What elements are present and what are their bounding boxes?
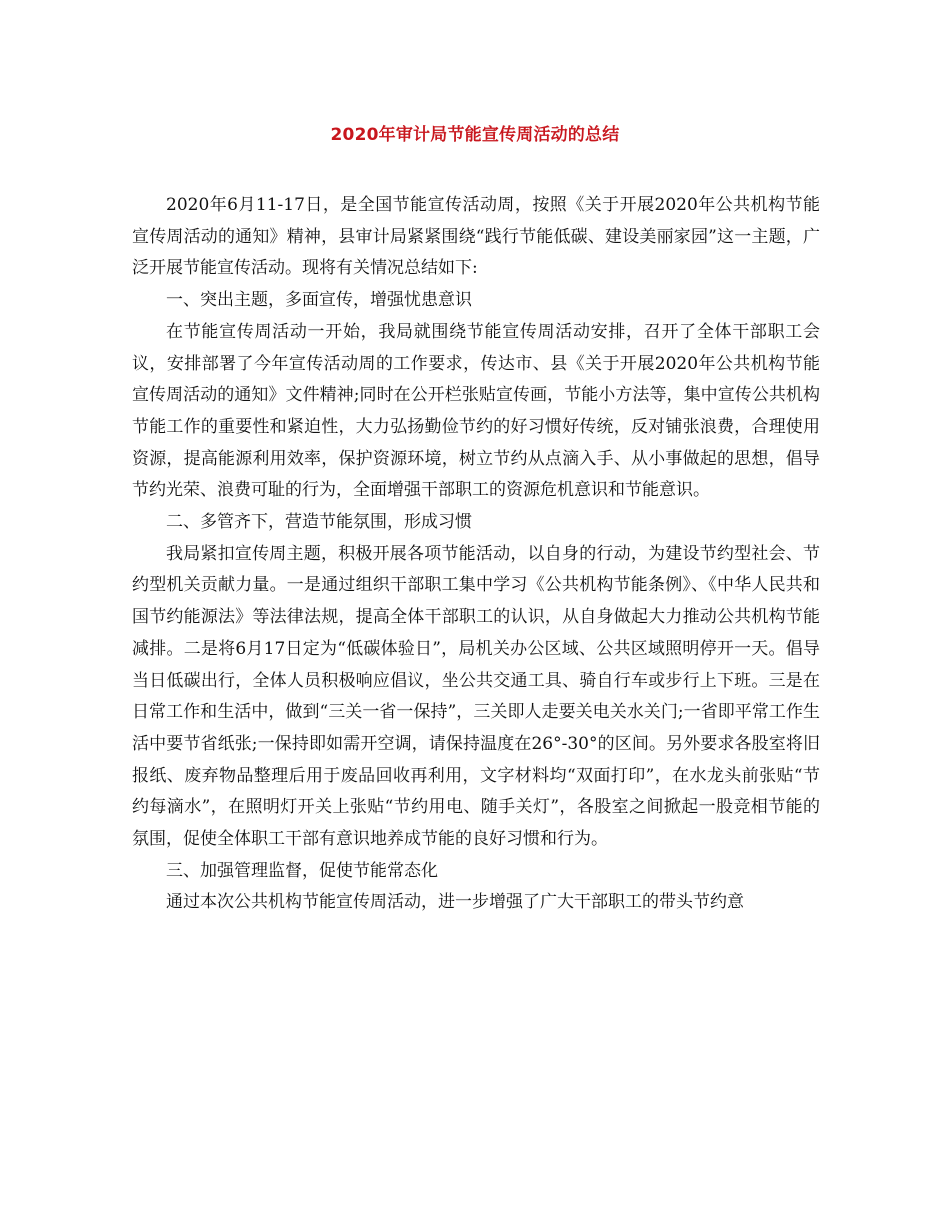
paragraph-section-1: 在节能宣传周活动一开始，我局就围绕节能宣传周活动安排，召开了全体干部职工会议，安排部署了今年宣传活动周的工作要求，传达市、县《关于开展2020年公共机构节能宣传周活动的通知》文件精神;同时在公开栏张贴宣传画，节能小方法等，集中宣传公共机构节能工作的重要性和紧迫性，大力弘扬勤俭节约的好习惯好传统，反对铺张浪费，合理使用资源，提高能源利用效率，保护资源环境，树立节约从点滴入手、从小事做起的思想，倡导节约光荣、浪费可耻的行为，全面增强干部职工的资源危机意识和节能意识。 xyxy=(132,321,820,501)
section-heading-3: 三、加强管理监督，促使节能常态化 xyxy=(166,860,438,881)
section-heading-2: 二、多管齐下，营造节能氛围，形成习惯 xyxy=(166,512,472,533)
paragraph-section-2: 我局紧扣宣传周主题，积极开展各项节能活动，以自身的行动，为建设节约型社会、节约型机关贡献力量。一是通过组织干部职工集中学习《公共机构节能条例》、《中华人民共和国节约能源法》等法律法规，提高全体干部职工的认识，从自身做起大力推动公共机构节能减排。二是将6月17日定为“低碳体验日”，局机关办公区域、公共区域照明停开一天。倡导当日低碳出行，全体人员积极响应倡议，坐公共交通工具、骑自行车或步行上下班。三是在日常工作和生活中，做到“三关一省一保持”，三关即人走要关电关水关门;一省即平常工作生活中要节省纸张;一保持即如需开空调，请保持温度在26°-30°的区间。另外要求各股室将旧报纸、废弃物品整理后用于废品回收再利用，文字材料均“双面打印”，在水龙头前张贴“节约每滴水”，在照明灯开关上张贴“节约用电、随手关灯”，各股室之间掀起一股竞相节能的氛围，促使全体职工干部有意识地养成节能的良好习惯和行为。 xyxy=(132,543,820,850)
paragraph-intro: 2020年6月11-17日，是全国节能宣传活动周，按照《关于开展2020年公共机构节能宣传周活动的通知》精神，县审计局紧紧围绕“践行节能低碳、建设美丽家园”这一主题，广泛开展节能宣传活动。现将有关情况总结如下: xyxy=(132,195,820,279)
paragraph-section-3: 通过本次公共机构节能宣传周活动，进一步增强了广大干部职工的带头节约意 xyxy=(166,892,744,913)
document-body xyxy=(132,190,820,919)
section-heading-1: 一、突出主题，多面宣传，增强忧患意识 xyxy=(166,290,472,311)
document-title: 2020年审计局节能宣传周活动的总结 xyxy=(330,125,620,145)
